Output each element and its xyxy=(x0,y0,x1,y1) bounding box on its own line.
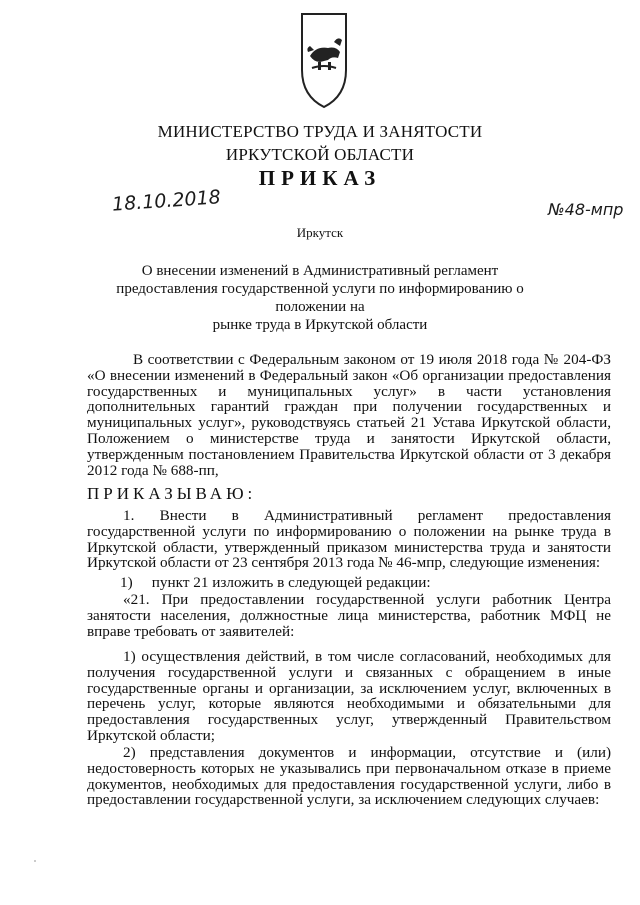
document-type-title: ПРИКАЗ xyxy=(258,166,382,190)
directive-word: ПРИКАЗЫВАЮ: xyxy=(87,484,257,503)
ministry-name-line1: МИНИСТЕРСТВО ТРУДА И ЗАНЯТОСТИ xyxy=(157,122,483,141)
subitem-1 xyxy=(120,574,431,592)
subject-line: предоставления государственной услуги по информированию о положении на xyxy=(116,281,524,315)
subitem-text: пункт 21 изложить в следующей редакции: xyxy=(151,574,431,591)
paragraph-21 xyxy=(87,592,611,639)
subitem-number: 1) xyxy=(120,574,133,591)
item-1-paragraph xyxy=(87,508,611,571)
city-label: Иркутск xyxy=(296,225,344,240)
order-subject xyxy=(80,262,560,334)
handwritten-date: 18.10.2018 xyxy=(111,186,222,216)
clause-1-text: 1) осуществления действий, в том числе согласований, необходимых для получения государственной услуги и связанных с обращением в иные государственные органы и организации, за исключением услуг, включенных в перечень услуг, которые являются необходимыми и обязательными для предоставления государственных услуг, утвержденный Правительством Иркутской области; xyxy=(87,648,611,744)
handwritten-order-number: №48-мпр xyxy=(548,200,624,219)
clause-1-paragraph xyxy=(87,649,611,744)
ministry-name-line2: ИРКУТСКОЙ ОБЛАСТИ xyxy=(225,145,415,164)
subject-line: О внесении изменений в Административный регламент xyxy=(141,263,499,279)
scan-speck xyxy=(34,860,36,862)
clause-2-text: 2) представления документов и информации, отсутствие и (или) недостоверность которых не указывались при первоначальном отказе в приеме документов, необходимых для предоставления государственной услуги, либо в предоставлении государственной услуги, за исключением следующих случаев: xyxy=(87,744,611,809)
preamble-paragraph xyxy=(87,352,611,478)
item-1-text: 1. Внести в Административный регламент предоставления государственной услуги по информированию о положении на рынке труда в Иркутской области, утвержденный приказом министерства труда и занятости Иркутской области от 23 сентября 2013 года № 46-мпр, следующие изменения: xyxy=(87,507,611,572)
preamble-text: В соответствии с Федеральным законом от 19 июля 2018 года № 204-ФЗ «О внесении изменений в Федеральный закон «Об организации предоставления государственных и муниципальных услуг» в части установления дополнительных гарантий граждан при получении государственных и муниципальных услуг», руководствуясь статьей 21 Устава Иркутской области, Положением о министерстве труда и занятости Иркутской области, утвержденным постановлением Правительства Иркутской области от 3 декабря 2012 года № 688-пп, xyxy=(87,351,611,479)
paragraph-21-text: «21. При предоставлении государственной услуги работник Центра занятости населения, должностные лица министерства, работник МФЦ не вправе требовать от заявителей: xyxy=(87,591,611,640)
coat-of-arms-icon xyxy=(298,12,350,110)
clause-2-paragraph xyxy=(87,745,611,808)
subject-line: рынке труда в Иркутской области xyxy=(212,317,428,333)
